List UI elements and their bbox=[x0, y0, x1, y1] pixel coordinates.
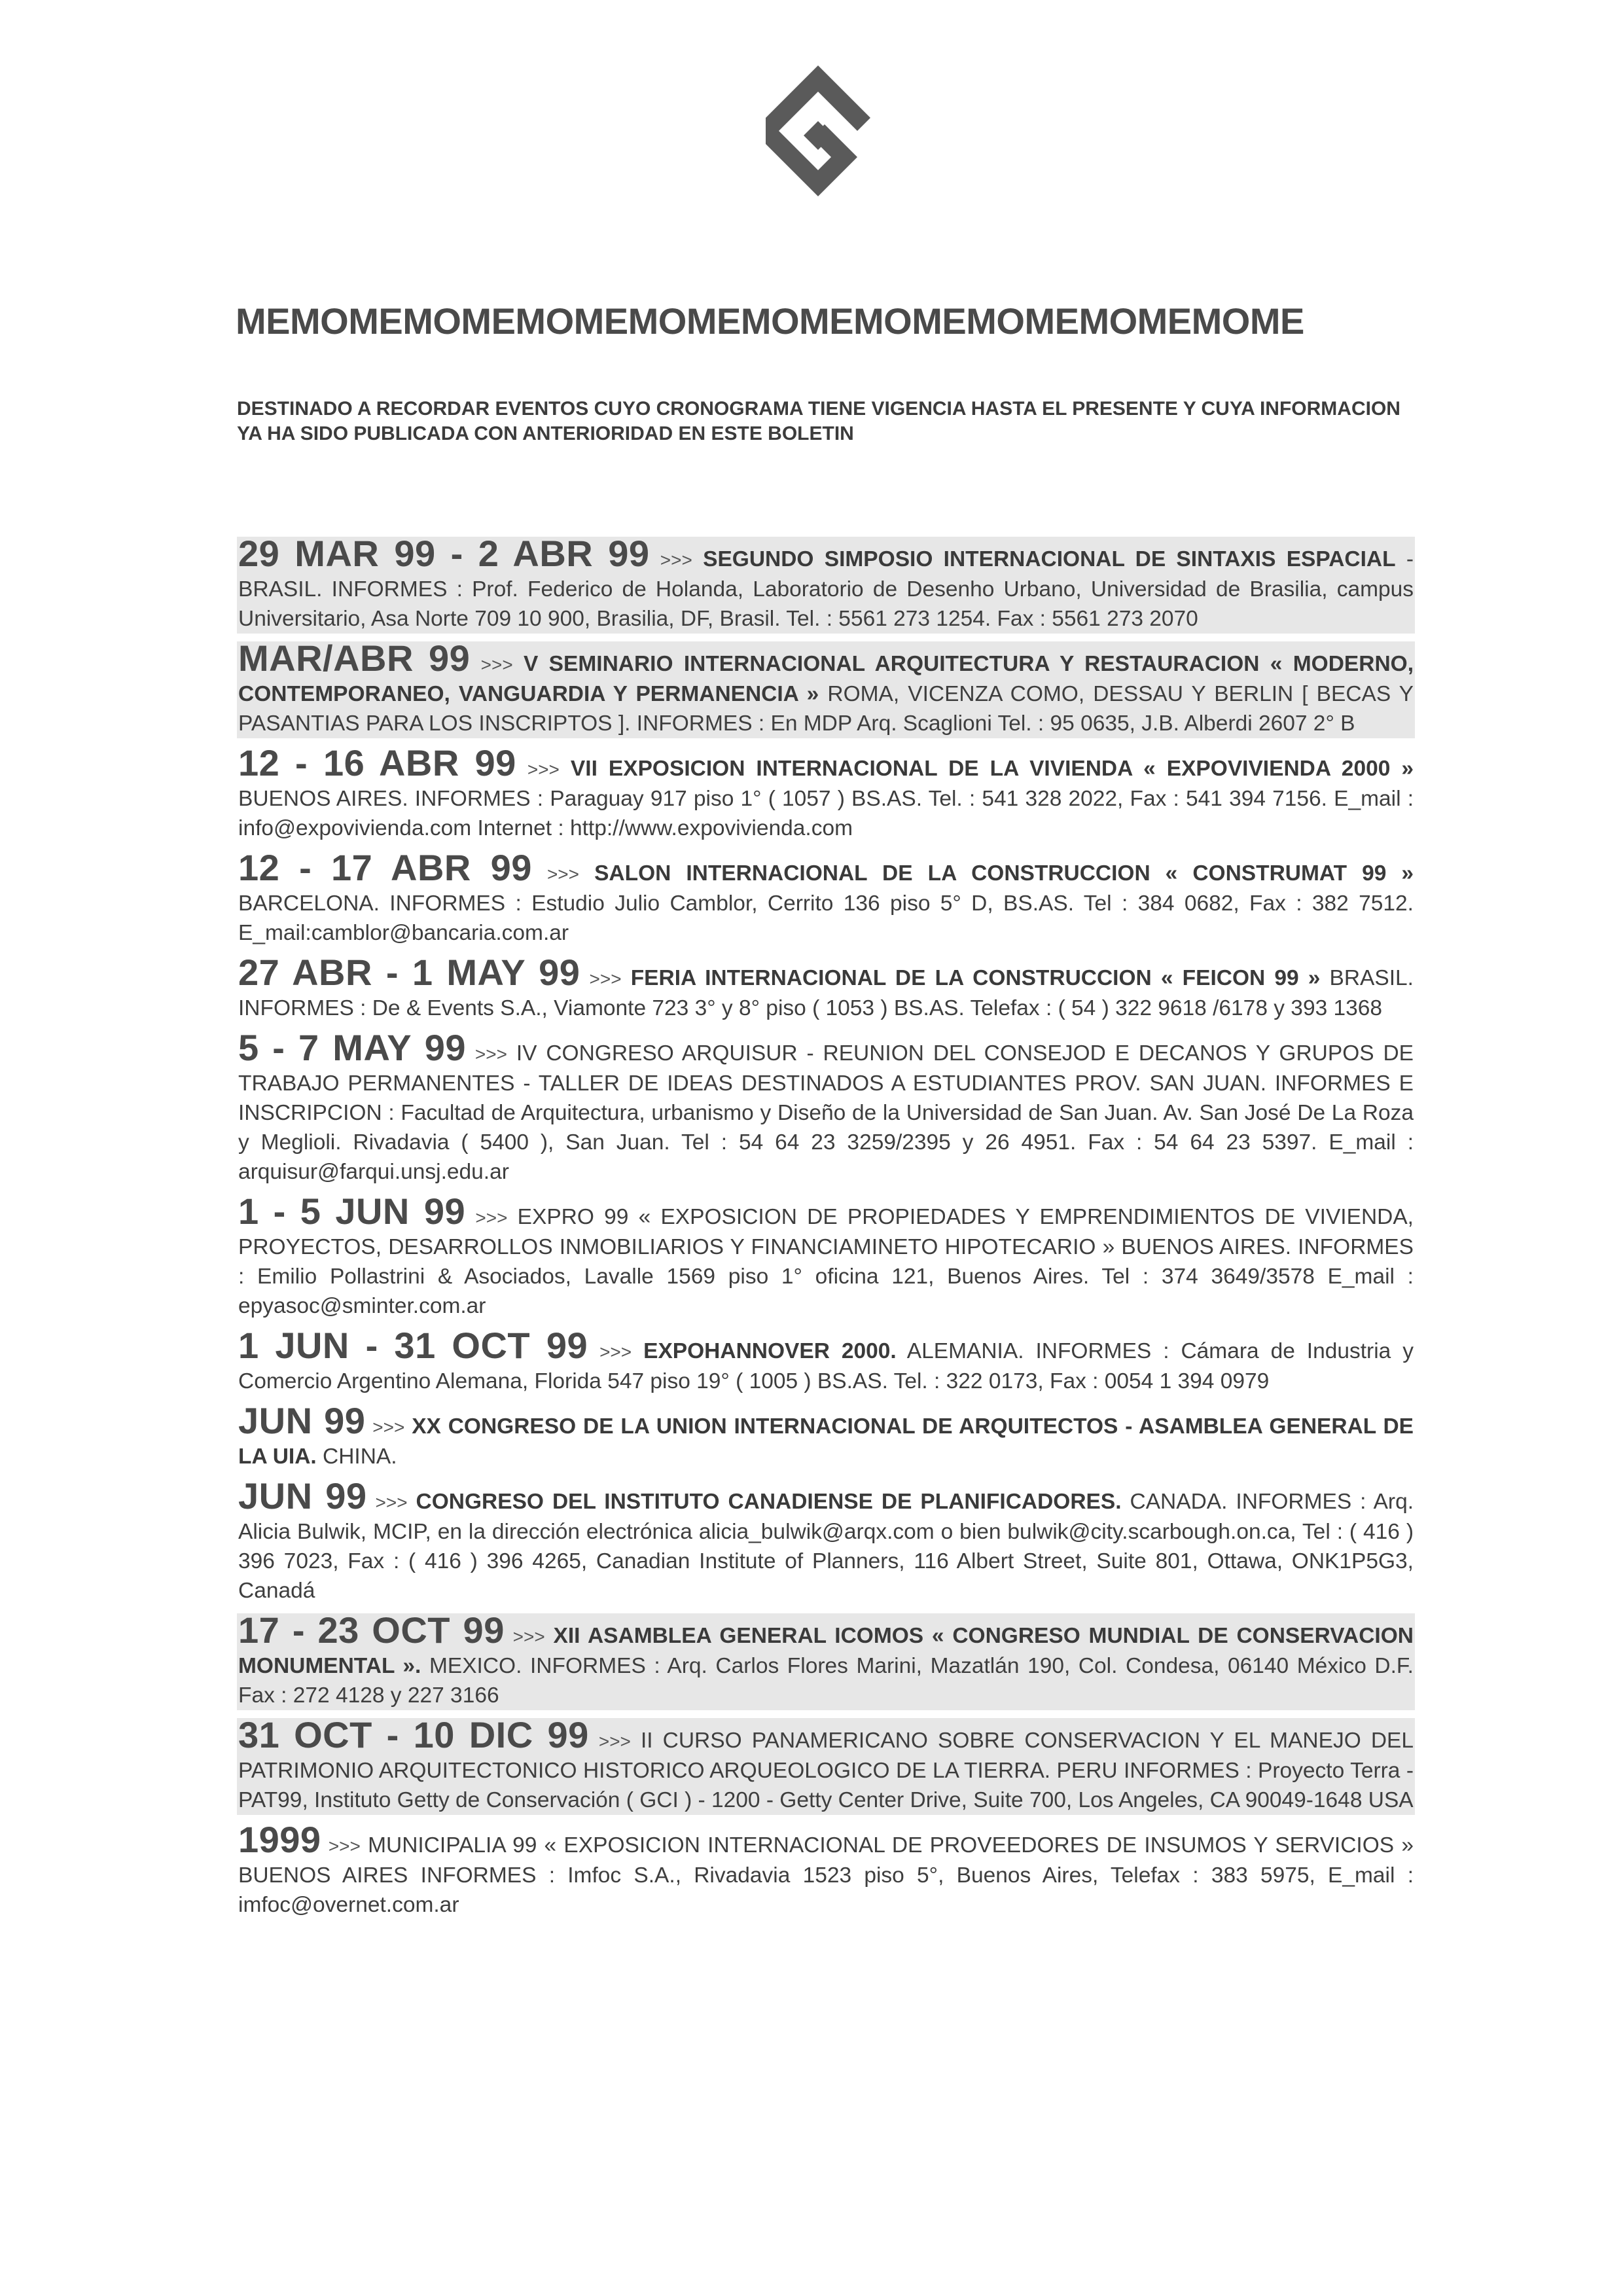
event-title: SALON INTERNACIONAL DE LA CONSTRUCCION « CONSTRUMAT 99 » bbox=[594, 861, 1414, 886]
event-title: V SEMINARIO INTERNACIONAL ARQUITECTURA Y RESTAURACION « MODERNO, CONTEMPORANEO, VANGUARDIA Y PERMANENCIA » bbox=[238, 652, 1414, 706]
diamond-chevron-logo-icon bbox=[759, 59, 877, 203]
event-details: - BRASIL. INFORMES : Prof. Federico de Holanda, Laboratorio de Desenho Urbano, Universidad de Brasilia, campus Universitario, Asa Norte 709 10 900, Brasilia, DF, Brasil. Tel. : 5561 273 1254. Fax : 5561 273 2070 bbox=[238, 547, 1414, 631]
intro-text: DESTINADO A RECORDAR EVENTOS CUYO CRONOGRAMA TIENE VIGENCIA HASTA EL PRESENTE Y CUYA INFORMACION YA HA SIDO PUBLICADA CON ANTERIORIDAD EN ESTE BOLETIN bbox=[237, 398, 1400, 444]
event-list bbox=[237, 533, 1415, 1928]
event-title: CONGRESO DEL INSTITUTO CANADIENSE DE PLANIFICADORES. bbox=[416, 1490, 1122, 1514]
event-details: BRASIL. INFORMES : De & Events S.A., Viamonte 723 3° y 8° piso ( 1053 ) BS.AS. Telefax : ( 54 ) 322 9618 /6178 y 393 1368 bbox=[238, 966, 1414, 1020]
event-arrows: >>> bbox=[375, 1492, 408, 1513]
event-date: 12 - 16 ABR 99 bbox=[238, 742, 516, 783]
event-item bbox=[237, 1325, 1415, 1396]
event-arrows: >>> bbox=[474, 1044, 507, 1064]
event-details: ROMA, VICENZA COMO, DESSAU Y BERLIN [ BECAS Y PASANTIAS PARA LOS INSCRIPTOS ]. INFORMES : En MDP Arq. Scaglioni Tel. : 95 0635, J.B. Alberdi 2607 2° B bbox=[238, 682, 1414, 736]
event-details: EXPRO 99 « EXPOSICION DE PROPIEDADES Y EMPRENDIMIENTOS DE VIVIENDA, PROYECTOS, DESARROLLOS INMOBILIARIOS Y FINANCIAMINETO HIPOTECARIO » BUENOS AIRES. INFORMES : Emilio Pollastrini & Asociados, Lavalle 1569 piso 1° oficina 121, Buenos Aires. Tel : 374 3649/3578 E_mail : epyasoc@sminter.com.ar bbox=[238, 1205, 1414, 1318]
event-details: ALEMANIA. INFORMES : Cámara de Industria y Comercio Argentino Alemana, Florida 547 piso 19° ( 1005 ) BS.AS. Tel. : 322 0173, Fax : 0054 1 394 0979 bbox=[238, 1339, 1414, 1393]
event-item bbox=[237, 1027, 1415, 1187]
event-title: FERIA INTERNACIONAL DE LA CONSTRUCCION « FEICON 99 » bbox=[630, 966, 1321, 990]
event-arrows: >>> bbox=[598, 1731, 631, 1751]
event-arrows: >>> bbox=[372, 1417, 405, 1437]
event-arrows: >>> bbox=[546, 864, 580, 884]
event-arrows: >>> bbox=[660, 550, 692, 570]
event-date: JUN 99 bbox=[238, 1400, 366, 1441]
event-details: II CURSO PANAMERICANO SOBRE CONSERVACION Y EL MANEJO DEL PATRIMONIO ARQUITECTONICO HISTORICO ARQUEOLOGICO DE LA TIERRA. PERU INFORMES : Proyecto Terra - PAT99, Instituto Getty de Conservación ( GCI ) - 1200 - Getty Center Drive, Suite 700, Los Angeles, CA 90049-1648 USA bbox=[238, 1729, 1414, 1812]
event-details: IV CONGRESO ARQUISUR - REUNION DEL CONSEJOD E DECANOS Y GRUPOS DE TRABAJO PERMANENTES - TALLER DE IDEAS DESTINADOS A ESTUDIANTES PROV. SAN JUAN. INFORMES E INSCRIPCION : Facultad de Arquitectura, urbanismo y Diseño de la Universidad de San Juan. Av. San José De La Roza y Meglioli. Rivadavia ( 5400 ), San Juan. Tel : 54 64 23 3259/2395 y 26 4951. Fax : 54 64 23 5397. E_mail : arquisur@farqui.unsj.edu.ar bbox=[238, 1041, 1414, 1184]
event-item bbox=[237, 1400, 1415, 1471]
event-date: 27 ABR - 1 MAY 99 bbox=[238, 952, 580, 993]
event-date: 29 MAR 99 - 2 ABR 99 bbox=[238, 533, 650, 574]
event-arrows: >>> bbox=[475, 1208, 508, 1228]
event-arrows: >>> bbox=[527, 759, 560, 780]
event-arrows: >>> bbox=[599, 1342, 632, 1362]
event-item bbox=[237, 1714, 1415, 1815]
event-date: 12 - 17 ABR 99 bbox=[238, 847, 532, 888]
event-details: CHINA. bbox=[323, 1444, 397, 1469]
event-arrows: >>> bbox=[512, 1626, 545, 1647]
event-title: XII ASAMBLEA GENERAL ICOMOS « CONGRESO MUNDIAL DE CONSERVACION MONUMENTAL ». bbox=[238, 1624, 1414, 1678]
event-title: EXPOHANNOVER 2000. bbox=[643, 1339, 897, 1363]
event-item bbox=[237, 847, 1415, 948]
event-details: MEXICO. INFORMES : Arq. Carlos Flores Marini, Mazatlán 190, Col. Condesa, 06140 México D.F. Fax : 272 4128 y 227 3166 bbox=[238, 1654, 1414, 1708]
event-details: MUNICIPALIA 99 « EXPOSICION INTERNACIONAL DE PROVEEDORES DE INSUMOS Y SERVICIOS » BUENOS AIRES INFORMES : Imfoc S.A., Rivadavia 1523 piso 5°, Buenos Aires, Telefax : 383 5975, E_mail : imfoc@overnet.com.ar bbox=[238, 1833, 1414, 1917]
event-title: VII EXPOSICION INTERNACIONAL DE LA VIVIENDA « EXPOVIVIENDA 2000 » bbox=[570, 757, 1414, 781]
event-item bbox=[237, 1609, 1415, 1710]
event-date: JUN 99 bbox=[238, 1475, 367, 1516]
event-arrows: >>> bbox=[480, 655, 513, 675]
event-date: 17 - 23 OCT 99 bbox=[238, 1609, 505, 1651]
event-details: BUENOS AIRES. INFORMES : Paraguay 917 piso 1° ( 1057 ) BS.AS. Tel. : 541 328 2022, Fax : 541 394 7156. E_mail : info@expovivienda.com Internet : http://www.expovivienda.com bbox=[238, 787, 1414, 840]
event-item bbox=[237, 1191, 1415, 1321]
event-date: 5 - 7 MAY 99 bbox=[238, 1027, 466, 1068]
event-date: 1 JUN - 31 OCT 99 bbox=[238, 1325, 588, 1366]
event-date: 31 OCT - 10 DIC 99 bbox=[238, 1714, 589, 1755]
event-details: BARCELONA. INFORMES : Estudio Julio Camblor, Cerrito 136 piso 5° D, BS.AS. Tel : 384 0682, Fax : 382 7512. E_mail:camblor@bancaria.com.ar bbox=[238, 891, 1414, 945]
event-date: 1 - 5 JUN 99 bbox=[238, 1191, 466, 1232]
event-title: SEGUNDO SIMPOSIO INTERNACIONAL DE SINTAXIS ESPACIAL bbox=[703, 547, 1396, 571]
event-date: 1999 bbox=[238, 1819, 321, 1860]
event-item bbox=[237, 742, 1415, 843]
event-details: CANADA. INFORMES : Arq. Alicia Bulwik, MCIP, en la dirección electrónica alicia_bulwik@arqx.com o bien bulwik@city.scarbough.on.ca, Tel : ( 416 ) 396 7023, Fax : ( 416 ) 396 4265, Canadian Institute of Planners, 116 Albert Street, Suite 801, Ottawa, ONK1P5G3, Canadá bbox=[238, 1490, 1414, 1603]
event-arrows: >>> bbox=[589, 969, 622, 989]
event-title: XX CONGRESO DE LA UNION INTERNACIONAL DE ARQUITECTOS - ASAMBLEA GENERAL DE LA UIA. bbox=[238, 1414, 1414, 1469]
memo-banner: MEMOMEMOMEMOMEMOMEMOMEMOMEMOMEMOMEMOME bbox=[236, 300, 1304, 342]
event-date: MAR/ABR 99 bbox=[238, 637, 471, 679]
event-arrows: >>> bbox=[328, 1836, 361, 1856]
event-item bbox=[237, 637, 1415, 738]
event-item bbox=[237, 1819, 1415, 1920]
event-item bbox=[237, 952, 1415, 1023]
event-item bbox=[237, 1475, 1415, 1605]
event-item bbox=[237, 533, 1415, 634]
